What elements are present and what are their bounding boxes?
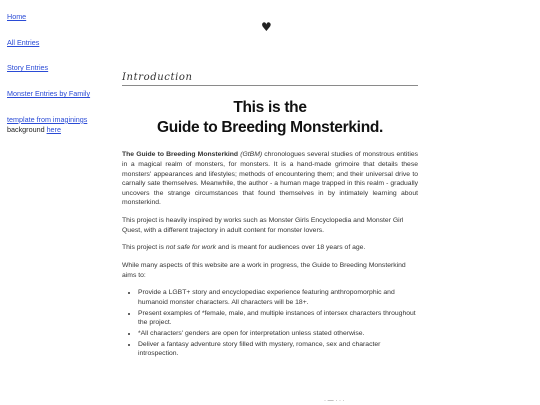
intro-paragraph [122, 150, 418, 208]
intro-text: chronologues several studies of monstrous entities in a magical realm of monsters, for monsters. It is a hand-made grimoire that details these monsters' appearances and lifestyles; methods of encountering them; and their universal drive to carnally sate themselves. Meanwhile, the author - a human mage trapped in this realm - gradually uncovers the strange circumstances that found themselves in by intimately learning about monsterkind. [122, 151, 419, 207]
section-divider [122, 85, 418, 86]
section-title: Introduction [122, 72, 193, 83]
aims-intro-paragraph: While many aspects of this website are a work in progress, the Guide to Breeding Monsterkind aims to: [122, 262, 406, 279]
footer-partial: · — · · · [324, 398, 345, 404]
intro-abbreviation: (GtBM) [240, 151, 263, 159]
list-item: • Present examples of *female, male, and multiple instances of intersex characters throughout the project. [138, 309, 418, 328]
nsfw-prefix: This project is [122, 244, 164, 252]
nav-link-story-entries[interactable]: Story Entries [7, 63, 49, 73]
nav-link-monster-entries[interactable]: Monster Entries by Family [7, 89, 91, 99]
nav-link-all-entries[interactable]: All Entries [7, 37, 40, 47]
main-content [122, 72, 418, 360]
page-title [122, 98, 418, 138]
background-label: background [7, 124, 45, 134]
list-item: • Provide a LGBT+ story and encyclopediac experience featuring anthropomorphic and humanoid monster characters. All characters will be 18+. [138, 288, 418, 307]
page-title-line-1: This is the [233, 99, 307, 116]
aims-list [138, 288, 418, 358]
nsfw-paragraph [122, 243, 418, 253]
list-item: • *All characters' genders are open for interpretation unless stated otherwise. [138, 329, 418, 339]
page-title-line-2: Guide to Breeding Monsterkind. [156, 119, 384, 137]
heart-icon: ♥ [261, 20, 272, 34]
background-credit-link[interactable]: here [46, 124, 61, 134]
credits [7, 115, 107, 134]
nav-link-home[interactable]: Home [7, 12, 27, 21]
nsfw-suffix: and is meant for audiences over 18 years of age. [217, 244, 366, 252]
inspiration-paragraph: This project is heavily inspired by works such as Monster Girls Encyclopedia and Monster Girl Quest, with a different trajectory in adult content for monster lovers. [122, 217, 404, 234]
template-credit-link[interactable]: template from imaginings [7, 114, 88, 124]
nsfw-warning: not safe for work [165, 244, 217, 252]
intro-bold-title: The Guide to Breeding Monsterkind [122, 151, 239, 159]
sidebar-nav [7, 12, 107, 134]
list-item: • Deliver a fantasy adventure story filled with mystery, romance, sex and character introspection. [138, 340, 418, 359]
